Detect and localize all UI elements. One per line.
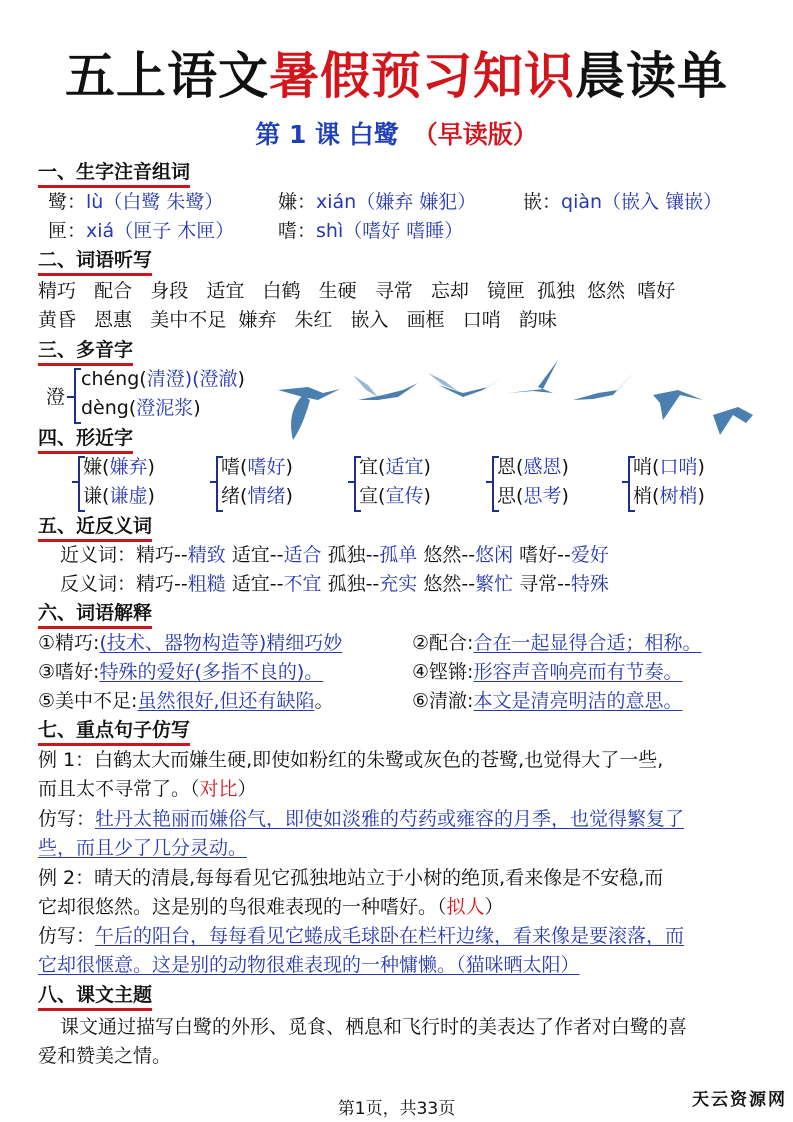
theme-line-2: 爱和赞美之情。 xyxy=(38,1045,172,1067)
example-1-line-1: 例 1：白鹤太大而嫌生硬,即使如粉红的朱鹭或灰色的苍鹭,也觉得大了一些, xyxy=(38,749,664,771)
bracket-icon xyxy=(67,396,74,398)
section-heading-1: 一、生字注音组词 xyxy=(38,160,190,188)
similar-char-pair: 嫌(嫌弃) xyxy=(83,456,155,478)
edition-label: （早读版） xyxy=(412,120,538,149)
imitation-2-line-2: 它却很惬意。这是别的动物很难表现的一种慵懒。（猫咪晒太阳） xyxy=(38,954,580,976)
page-title xyxy=(0,44,793,108)
flying-egrets-illustration xyxy=(268,345,788,445)
similar-char-pair: 恩(感恩) xyxy=(497,456,569,478)
lesson-name: 第 1 课 白鹭 xyxy=(255,120,399,149)
section-heading-4: 四、形近字 xyxy=(38,426,133,454)
bracket-icon xyxy=(74,368,81,424)
imitation-1-line-1: 仿写：牡丹太艳丽而嫌俗气，即使如淡雅的芍药或雍容的月季，也觉得繁复了 xyxy=(38,808,685,830)
polyphone-char: 澄 xyxy=(46,386,66,408)
polyphone-reading: dèng(澄泥浆) xyxy=(81,397,201,419)
example-2-line-2: 它却很悠然。这是别的鸟很难表现的一种嗜好。（拟人） xyxy=(38,896,504,918)
title-part-3: 晨读单 xyxy=(575,47,728,105)
section-heading-8: 八、课文主题 xyxy=(38,983,152,1011)
dictation-line-1: 精巧 配合 身段 适宜 白鹤 生硬 寻常 忘却 镜匣 孤独 悠然 嗜好 xyxy=(38,280,676,302)
title-part-2: 暑假预习知识 xyxy=(269,47,575,105)
similar-char-pair: 嗜(嗜好) xyxy=(221,456,293,478)
similar-char-pair: 谦(谦虚) xyxy=(83,485,155,507)
section-heading-7: 七、重点句子仿写 xyxy=(38,718,190,746)
watermark: 天云资源网 xyxy=(692,1090,787,1110)
section-heading-5: 五、近反义词 xyxy=(38,514,152,542)
definition-item: ④铿锵:形容声音响亮而有节奏。 xyxy=(412,661,683,683)
char-entry: 嵌：qiàn（嵌入 镶嵌） xyxy=(523,191,723,213)
section-heading-2: 二、词语听写 xyxy=(38,248,152,276)
definition-item: ⑥清澈:本文是清亮明洁的意思。 xyxy=(412,690,683,712)
section-heading-3: 三、多音字 xyxy=(38,338,133,366)
lesson-subtitle xyxy=(0,118,793,152)
similar-char-pair: 思(思考) xyxy=(497,485,569,507)
dictation-line-2: 黄昏 恩惠 美中不足 嫌弃 朱红 嵌入 画框 口哨 韵味 xyxy=(38,309,557,331)
imitation-2-line-1: 仿写：午后的阳台，每每看见它蜷成毛球卧在栏杆边缘，看来像是要滚落，而 xyxy=(38,925,685,947)
definition-item: ②配合:合在一起显得合适；相称。 xyxy=(412,632,702,654)
char-entry: 鹭：lù（白鹭 朱鹭） xyxy=(48,191,224,213)
definition-item: ①精巧:(技术、器物构造等)精细巧妙 xyxy=(38,632,343,654)
theme-line-1: 课文通过描写白鹭的外形、觅食、栖息和飞行时的美表达了作者对白鹭的喜 xyxy=(60,1016,688,1038)
similar-char-pair: 宣(宣传) xyxy=(359,485,431,507)
example-1-line-2: 而且太不寻常了。（对比） xyxy=(38,778,257,800)
char-entry: 嫌：xián（嫌弃 嫌犯） xyxy=(278,191,477,213)
char-entry: 嗜：shì（嗜好 嗜睡） xyxy=(278,220,464,242)
similar-char-pair: 梢(树梢) xyxy=(633,485,705,507)
char-entry: 匣：xiá（匣子 木匣） xyxy=(48,220,235,242)
page-number: 第1页，共33页 xyxy=(337,1099,456,1119)
definition-item: ③嗜好:特殊的爱好(多指不良的)。 xyxy=(38,661,324,683)
polyphone-reading: chéng(清澄)(澄澈) xyxy=(81,368,245,390)
synonyms-row: 近义词：精巧--精致 适宜--适合 孤独--孤单 悠然--悠闲 嗜好--爱好 xyxy=(60,544,609,566)
definition-item: ⑤美中不足:虽然很好,但还有缺陷。 xyxy=(38,690,334,712)
imitation-1-line-2: 些，而且少了几分灵动。 xyxy=(38,837,248,859)
section-heading-6: 六、词语解释 xyxy=(38,601,152,629)
similar-char-pair: 宜(适宜) xyxy=(359,456,431,478)
title-part-1: 五上语文 xyxy=(65,47,269,105)
example-2-line-1: 例 2：晴天的清晨,每每看见它孤独地站立于小树的绝顶,看来像是不安稳,而 xyxy=(38,867,664,889)
similar-char-pair: 哨(口哨) xyxy=(633,456,705,478)
antonyms-row: 反义词：精巧--粗糙 适宜--不宜 孤独--充实 悠然--繁忙 寻常--特殊 xyxy=(60,573,609,595)
similar-char-pair: 绪(情绪) xyxy=(221,485,293,507)
